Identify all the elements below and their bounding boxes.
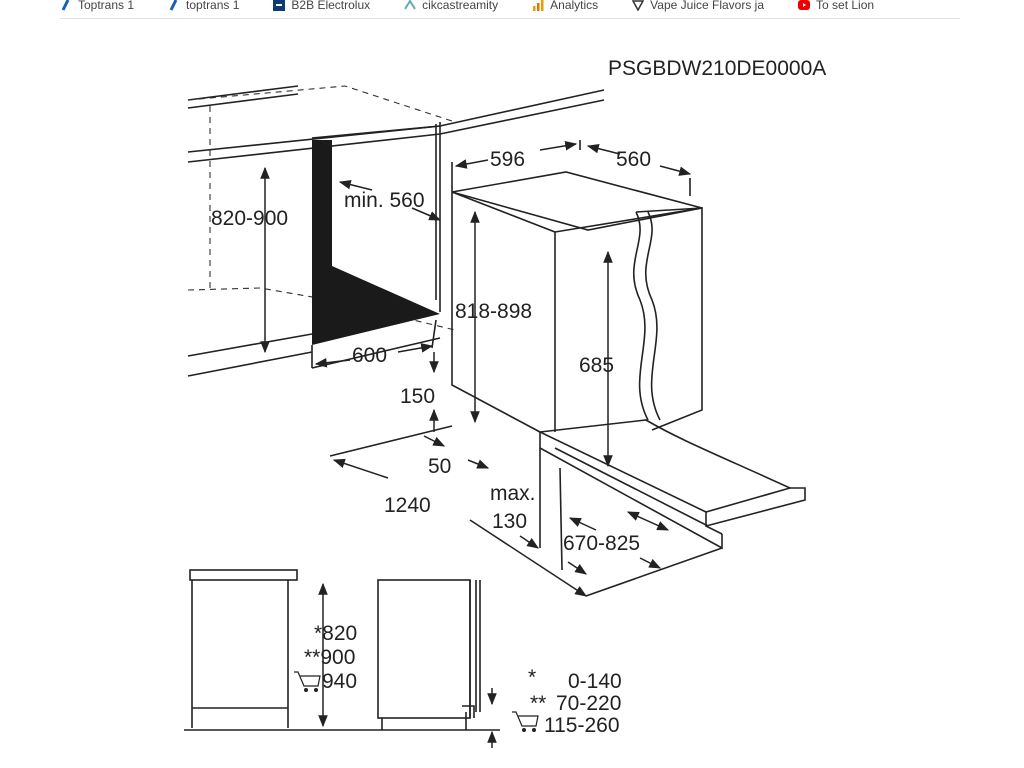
label-door-open: 670-825 (563, 532, 641, 555)
label-130: 130 (492, 510, 528, 533)
model-number: PSGBDW210DE0000A (608, 57, 827, 80)
label-depth: 560 (616, 148, 652, 171)
label-p3: 115-260 (544, 714, 620, 737)
label-h3: 940 (322, 670, 358, 693)
label-niche-height: 820-900 (211, 207, 289, 230)
label-p1: 0-140 (568, 670, 622, 693)
label-star2: ** (530, 692, 547, 715)
cart-icon (294, 672, 320, 692)
label-niche-depth: 600 (352, 344, 388, 367)
niche-drawing (188, 86, 604, 376)
label-door-height: 685 (579, 354, 615, 377)
label-max: max. (490, 482, 536, 505)
bookmark-label: Toptrans 1 (78, 0, 135, 12)
bookmark-label: cikcastreamity (422, 0, 499, 12)
bookmark-label: B2B Electrolux (291, 0, 371, 12)
bookmark-label: Vape Juice Flavors ja (650, 0, 765, 12)
cart-icon (512, 712, 538, 732)
label-star1: * (528, 666, 537, 689)
label-width: 596 (490, 148, 526, 171)
label-50: 50 (428, 455, 452, 478)
label-h1: *820 (314, 622, 358, 645)
bookmark-label: To set Lion (816, 0, 875, 12)
niche-side-panel (312, 140, 440, 345)
bookmark-label: toptrans 1 (186, 0, 240, 12)
label-h2: **900 (304, 646, 356, 669)
label-p2: 70-220 (556, 692, 622, 715)
side-view-drawing (184, 570, 538, 748)
label-height: 818-898 (455, 300, 533, 323)
label-1240: 1240 (384, 494, 431, 517)
label-min-depth: min. 560 (344, 189, 425, 212)
label-150: 150 (400, 385, 436, 408)
bookmark-label: Analytics (550, 0, 599, 12)
